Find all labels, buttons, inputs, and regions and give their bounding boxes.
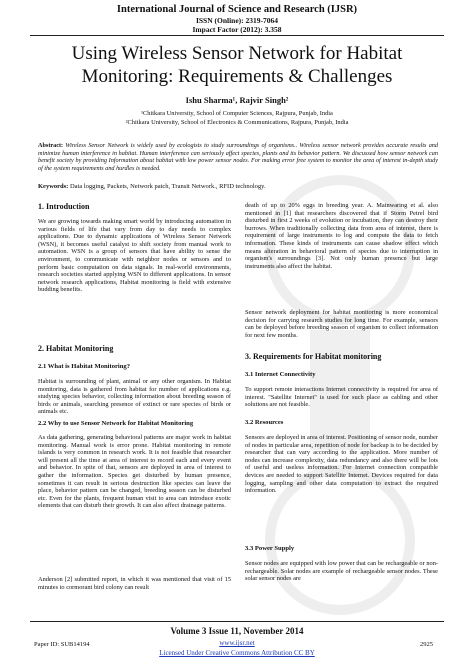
internet-paragraph: To support remote interactions Internet connectivity is required for area of interest. "Satellite Internet" is used for such place as cabling and other solutions are not feasible. (245, 386, 438, 409)
resources-paragraph: Sensors are deployed in area of interest. Positioning of sensor node, number of nodes in particular area, repetition of node for backup is to be decided by researcher that can vary according to the application. More number of nodes can increase complexity, data redundancy and also there will be lots of useful and useless information. For Internet connection compatible devices are needed to support Satellite Internet. Devices required for data logging, sampling and other data computation to extract the required information. (245, 434, 438, 495)
keywords (38, 183, 438, 190)
section-heading-requirements: 3. Requirements for Habitat monitoring (245, 352, 382, 361)
habitat-paragraph: Habitat is surrounding of plant, animal or any other organism. In Habitat monitoring, data is gathered from habitat for number of applications e.g. studying species behavior, collecting information about breeding season of birds or animals, searching presence of extinct or rare species of birds or animals etc. (38, 378, 231, 416)
section-heading-habitat-monitoring: 2. Habitat Monitoring (38, 344, 114, 353)
subsection-heading-resources: 3.2 Resources (245, 419, 284, 426)
deployment-paragraph: Sensor network deployment for habitat monitoring is more economical decision for carrying research studies for long time. For example, sensors can be deployed before breeding season of organism to collect information for next few months. (245, 309, 438, 339)
affiliation-2: ²Chitkara University, School of Electronics & Communications, Rajpura, Punjab, India (125, 119, 349, 126)
power-paragraph: Sensor nodes are equipped with low power that can be rechargeable or non-rechargeable. Solar nodes are example of rechargeable sensor nodes. These solar sensor nodes are (245, 560, 438, 583)
license-link[interactable]: Licensed Under Creative Commons Attribution CC BY (159, 649, 315, 657)
abstract-label: Abstract: (38, 142, 64, 149)
affiliation-1: ¹Chitkara University, School of Computer Sciences, Rajpura, Punjab, India (141, 110, 333, 117)
keywords-label: Keywords: (38, 183, 69, 190)
volume-issue: Volume 3 Issue 11, November 2014 (170, 626, 304, 636)
page-number: 2925 (420, 641, 433, 648)
abstract-text: Wireless Sensor Network is widely used by ecologists to study surroundings of organisms.. Wireless sensor network provides accurate results and minimize human interference in habitat. Human interference can seriously affect species, plants and its behavior pattern. We discussed how sensor network can benefit society by providing Information about habitat with low power sensor nodes. For making error free system to monitor the area of interest in-depth study of the system requirements and hurdles is needed. (38, 142, 438, 172)
abstract (38, 142, 438, 172)
introduction-paragraph: We are growing towards making smart world by introducing automation in various fields of life that vary from day to day needs to complex applications. Due to dynamic applications of Wireless Sensor Network (WSN), it becomes useful catalyst to shift society from manual work to automation. WSN is a group of sensors that have ability to sense the environment, to communicate with neighbor nodes or sensors and to perform basic computation on data signals. In real-world environments, research societies started applying WSN to different applications. In sensor network research applications, Habitat monitoring is field with extensive budding benefits. (38, 218, 231, 294)
journal-name: International Journal of Science and Research (IJSR) (116, 4, 358, 15)
subsection-heading-internet: 3.1 Internet Connectivity (245, 371, 316, 378)
subsection-heading-power: 3.3 Power Supply (245, 545, 295, 552)
why-sensor-paragraph: As data gathering, generating behavioral patterns are major work in habitat monitoring. Manual work is error prone. Habitat monitoring in remote islands is very common in research work. It is not feasible that researcher will present all the time at area of interest to record each and every event and behavior. In spite of that, sensors are deployed in area of interest to gather the information. Species get disturbed by human presence, sometimes it can result in serious destruction like species can leave the place, behavior pattern can be changed, breeding season can be disturbed etc. Even for the plants, frequent human visit to area can introduce exotic elements that can disturb their growth. It can also affect drainage patterns. (38, 434, 231, 510)
anderson-paragraph: Anderson [2] submitted report, in which it was mentioned that visit of 15 minutes to cormorant bird colony can result (38, 576, 231, 591)
title-line-2: Monitoring: Requirements & Challenges (81, 66, 393, 87)
section-heading-introduction: 1. Introduction (38, 202, 90, 211)
journal-site-link[interactable]: www.ijsr.net (219, 639, 255, 647)
title-line-1: Using Wireless Sensor Network for Habitat (71, 43, 403, 64)
authors: Ishu Sharma¹, Rajvir Singh² (185, 95, 289, 105)
continued-paragraph: death of up to 20% eggs in breeding year. A. Mainwaring et al. also mentioned in [1] that researchers discovered that if Storm Petrel bird disturbed in first 2 weeks of evolution or incubation, they can destroy their burrows. When traditionally collecting data from area of interest, there is requirement of large instruments to log and compute the data to fetch information. These kinds of instruments can cause shadow effect which means alteration in behavioral pattern of species due to interruption in organism's surroundings [3]. Not only human presence but large instruments also affect the habitat. (245, 202, 438, 270)
footer-rule (30, 621, 444, 622)
paper-title (0, 42, 474, 88)
header-rule (30, 35, 444, 36)
issn: ISSN (Online): 2319-7064 (195, 16, 279, 25)
paper-id: Paper ID: SUB14194 (34, 641, 90, 648)
subsection-heading-why-sensor: 2.2 Why to use Sensor Network for Habitat Monitoring (38, 420, 194, 427)
subsection-heading-what-is: 2.1 What is Habitat Monitoring? (38, 363, 131, 370)
impact-factor: Impact Factor (2012): 3.358 (192, 25, 282, 34)
keywords-text: Data logging, Packets, Network patch, Transit Network., RFID technology. (69, 183, 266, 190)
